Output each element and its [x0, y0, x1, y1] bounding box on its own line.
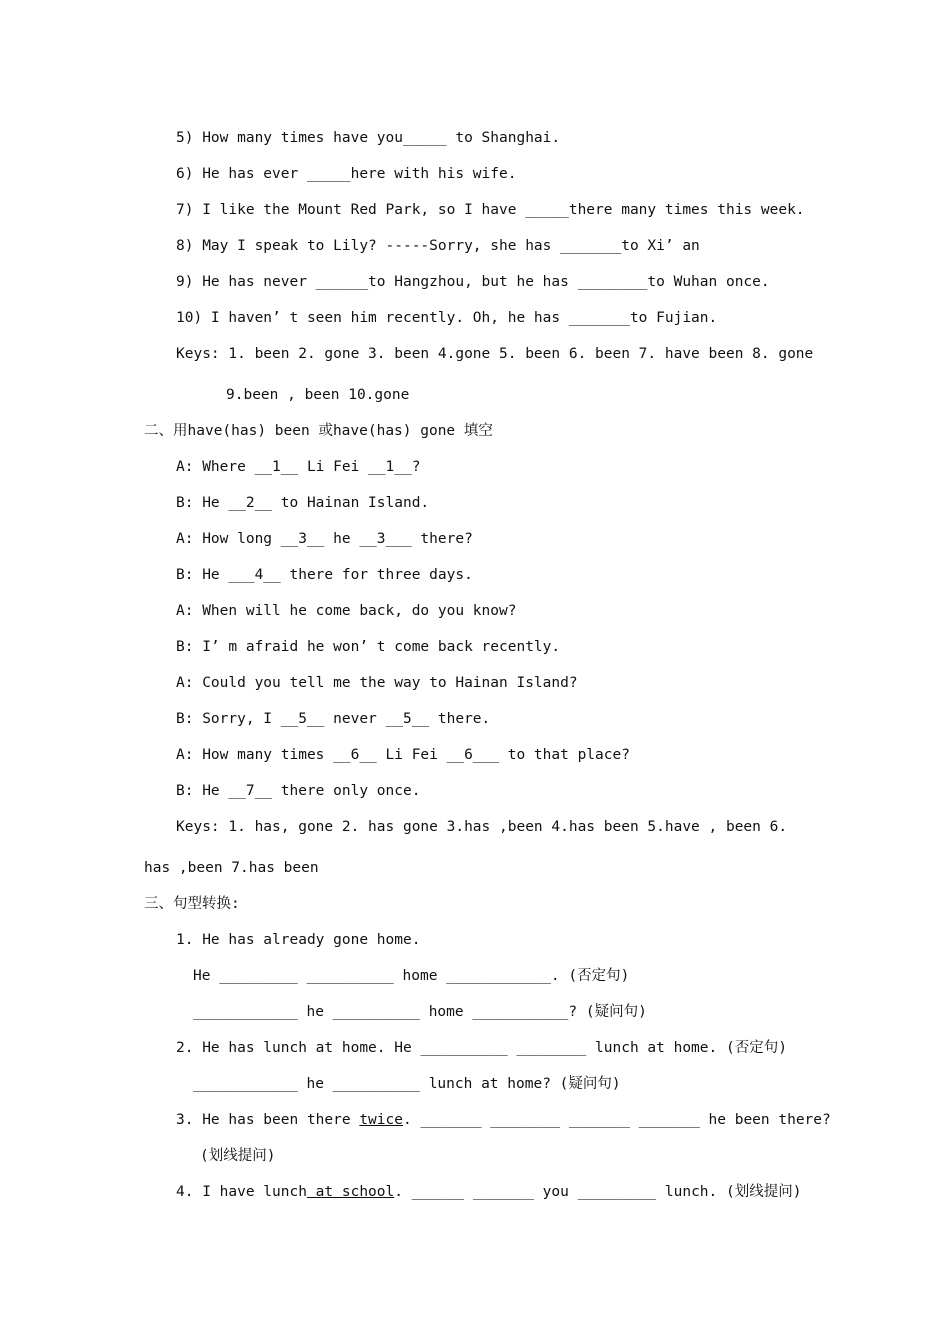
exercise-9: 9) He has never ______to Hangzhou, but he has ________to Wuhan once.: [176, 274, 770, 290]
dialogue-line: A: Could you tell me the way to Hainan Island?: [176, 675, 578, 691]
part1-keys-line2: 9.been , been 10.gone: [226, 387, 410, 403]
transform-item-4: [176, 1182, 801, 1202]
underlined-phrase: at school: [306, 1184, 395, 1200]
exercise-6: 6) He has ever _____here with his wife.: [176, 166, 517, 182]
item-3-blanks: . _______ ________ _______ _______ he been there?: [402, 1112, 831, 1128]
dialogue-line: A: When will he come back, do you know?: [176, 603, 517, 619]
transform-item-1: 1. He has already gone home.: [176, 932, 421, 948]
part1-keys-line1: Keys: 1. been 2. gone 3. been 4.gone 5. been 6. been 7. have been 8. gone: [176, 346, 814, 362]
dialogue-line: A: How long __3__ he __3___ there?: [176, 531, 473, 547]
dialogue-line: A: Where __1__ Li Fei __1__?: [176, 459, 421, 475]
item-4-text: 4. I have lunch: [176, 1184, 307, 1200]
transform-item-3-note: (划线提问): [200, 1148, 276, 1164]
item-3-text: 3. He has been there: [176, 1112, 360, 1128]
part2-keys-line2: has ,been 7.has been: [144, 860, 319, 876]
dialogue-line: B: Sorry, I __5__ never __5__ there.: [176, 711, 491, 727]
dialogue-line: A: How many times __6__ Li Fei __6___ to that place?: [176, 747, 630, 763]
exercise-5: 5) How many times have you_____ to Shanghai.: [176, 130, 561, 146]
item-4-blanks: . ______ _______ you _________ lunch. (划线提问): [394, 1184, 802, 1200]
transform-item-2: 2. He has lunch at home. He __________ ________ lunch at home. (否定句): [176, 1040, 787, 1056]
exercise-7: 7) I like the Mount Red Park, so I have _____there many times this week.: [176, 202, 805, 218]
part2-keys-line1: Keys: 1. has, gone 2. has gone 3.has ,been 4.has been 5.have , been 6.: [176, 819, 788, 835]
transform-item-1-question: ____________ he __________ home ___________? (疑问句): [193, 1004, 647, 1020]
dialogue-line: B: I’ m afraid he won’ t come back recently.: [176, 639, 561, 655]
transform-item-1-negative: He _________ __________ home ____________. (否定句): [193, 968, 630, 984]
dialogue-line: B: He __7__ there only once.: [176, 783, 421, 799]
dialogue-line: B: He __2__ to Hainan Island.: [176, 495, 430, 511]
underlined-word: twice: [359, 1112, 403, 1128]
section-2-heading: 二、用have(has) been 或have(has) gone 填空: [144, 423, 493, 439]
transform-item-2-question: ____________ he __________ lunch at home? (疑问句): [193, 1076, 621, 1092]
exercise-8: 8) May I speak to Lily? -----Sorry, she has _______to Xi’ an: [176, 238, 700, 254]
section-3-heading: 三、句型转换:: [144, 896, 240, 912]
dialogue-line: B: He ___4__ there for three days.: [176, 567, 473, 583]
transform-item-3: [176, 1110, 831, 1130]
exercise-10: 10) I haven’ t seen him recently. Oh, he has _______to Fujian.: [176, 310, 718, 326]
